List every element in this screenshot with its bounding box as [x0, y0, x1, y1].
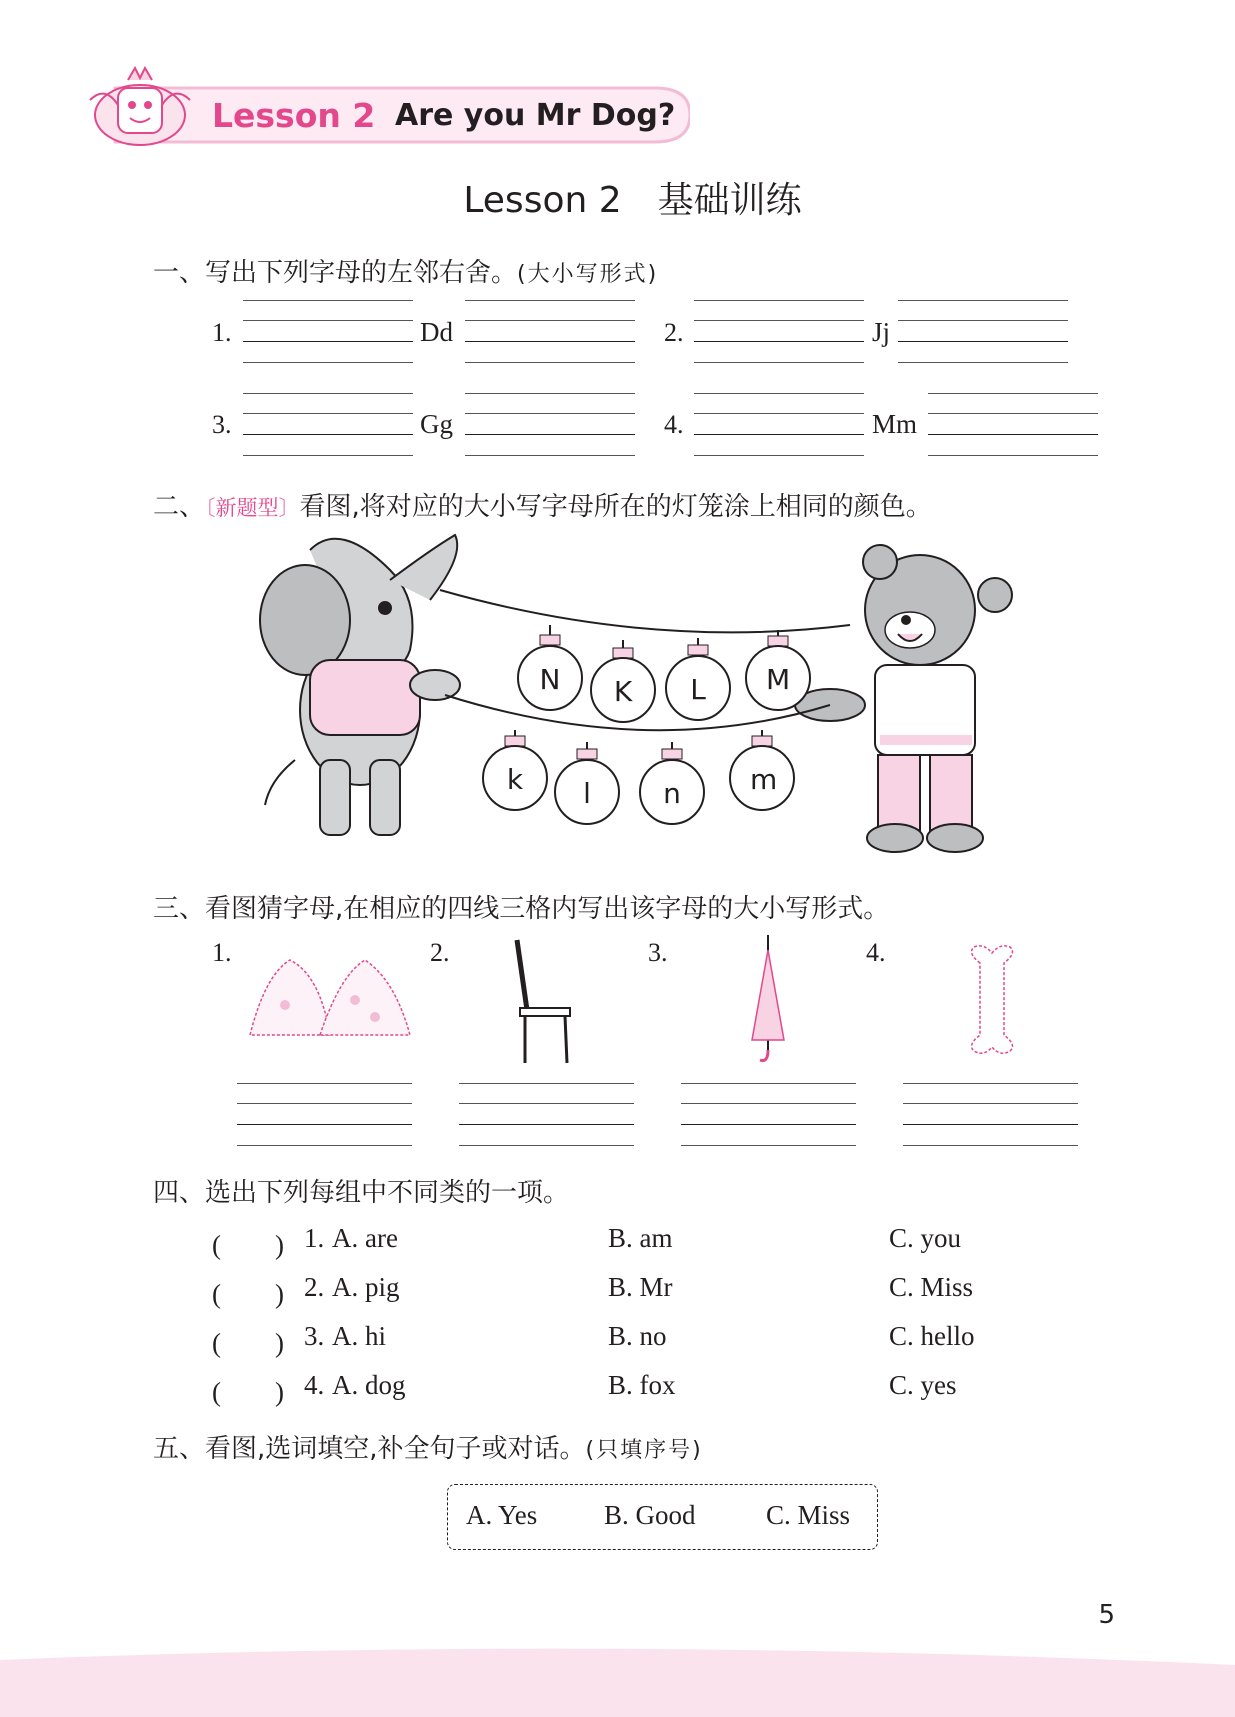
writing-lines[interactable] — [928, 393, 1098, 455]
s3-item-num: 4. — [866, 938, 886, 967]
mascot-icon — [80, 60, 200, 155]
option-a: A. pig — [332, 1272, 400, 1302]
option-num: 2. — [304, 1272, 325, 1302]
s1-item-num: 3. — [212, 410, 232, 439]
writing-lines[interactable] — [237, 1083, 412, 1145]
word-option: A. Yes — [466, 1500, 538, 1530]
option-b: B. fox — [608, 1370, 676, 1400]
option-c: C. Miss — [889, 1272, 974, 1302]
option-b: B. am — [608, 1223, 673, 1253]
option-num: 1. — [304, 1223, 325, 1253]
answer-blank[interactable]: ( ) — [212, 1328, 284, 1358]
option-b: B. Mr — [608, 1272, 673, 1302]
mountains-icon — [245, 955, 425, 1040]
lesson-label: Lesson 2 — [212, 96, 376, 135]
option-c: C. you — [889, 1223, 962, 1253]
s1-item-letter: Jj — [872, 317, 891, 347]
umbrella-icon — [748, 935, 788, 1065]
s1-item-num: 4. — [664, 410, 684, 439]
section4-heading: 四、选出下列每组中不同类的一项。 — [153, 1178, 570, 1208]
lantern-letter: n — [663, 777, 681, 810]
lantern-letter: m — [750, 763, 778, 796]
writing-lines[interactable] — [243, 393, 413, 455]
section1-heading: 一、写出下列字母的左邻右舍。(大小写形式) — [153, 258, 659, 288]
option-a: A. are — [332, 1223, 398, 1253]
s1-item-letter: Dd — [420, 317, 453, 347]
lantern-letter: k — [506, 763, 524, 796]
page-number: 5 — [1098, 1600, 1115, 1630]
section3-heading: 三、看图猜字母,在相应的四线三格内写出该字母的大小写形式。 — [153, 894, 890, 924]
lantern-letter: N — [539, 663, 561, 696]
writing-lines[interactable] — [459, 1083, 634, 1145]
s1-item-num: 2. — [664, 318, 684, 347]
lantern-letter: l — [583, 777, 591, 810]
lantern-letter: L — [690, 673, 706, 706]
s1-item-num: 1. — [212, 318, 232, 347]
option-num: 3. — [304, 1321, 325, 1351]
section2-heading: 二、〔新题型〕看图,将对应的大小写字母所在的灯笼涂上相同的颜色。 — [153, 492, 932, 522]
bone-icon — [962, 945, 1022, 1055]
option-c: C. hello — [889, 1321, 975, 1351]
writing-lines[interactable] — [694, 300, 864, 362]
lesson-title: Are you Mr Dog? — [395, 98, 676, 133]
section5-heading: 五、看图,选词填空,补全句子或对话。(只填序号) — [153, 1434, 703, 1464]
option-a: A. hi — [332, 1321, 386, 1351]
elephant-icon — [260, 535, 460, 835]
lantern-illustration — [250, 530, 1020, 860]
chair-icon — [505, 935, 575, 1065]
writing-lines[interactable] — [243, 300, 413, 362]
s3-item-num: 3. — [648, 938, 668, 967]
answer-blank[interactable]: ( ) — [212, 1377, 284, 1407]
s3-item-num: 1. — [212, 938, 232, 967]
page-title: Lesson 2 基础训练 — [463, 180, 802, 221]
option-num: 4. — [304, 1370, 325, 1400]
bottom-band — [0, 1640, 1235, 1717]
s1-item-letter: Mm — [872, 409, 918, 439]
lantern-letter: M — [766, 663, 791, 696]
option-b: B. no — [608, 1321, 667, 1351]
writing-lines[interactable] — [694, 393, 864, 455]
s3-item-num: 2. — [430, 938, 450, 967]
option-c: C. yes — [889, 1370, 957, 1400]
word-option: C. Miss — [766, 1500, 851, 1530]
answer-blank[interactable]: ( ) — [212, 1279, 284, 1309]
answer-blank[interactable]: ( ) — [212, 1230, 284, 1260]
writing-lines[interactable] — [681, 1083, 856, 1145]
new-type-tag: 〔新题型〕 — [205, 496, 300, 520]
option-a: A. dog — [332, 1370, 406, 1400]
writing-lines[interactable] — [465, 393, 635, 455]
writing-lines[interactable] — [465, 300, 635, 362]
word-option: B. Good — [604, 1500, 696, 1530]
s1-item-letter: Gg — [420, 409, 453, 439]
bear-icon — [795, 545, 1012, 852]
lantern-letter: K — [613, 675, 633, 708]
writing-lines[interactable] — [898, 300, 1068, 362]
writing-lines[interactable] — [903, 1083, 1078, 1145]
